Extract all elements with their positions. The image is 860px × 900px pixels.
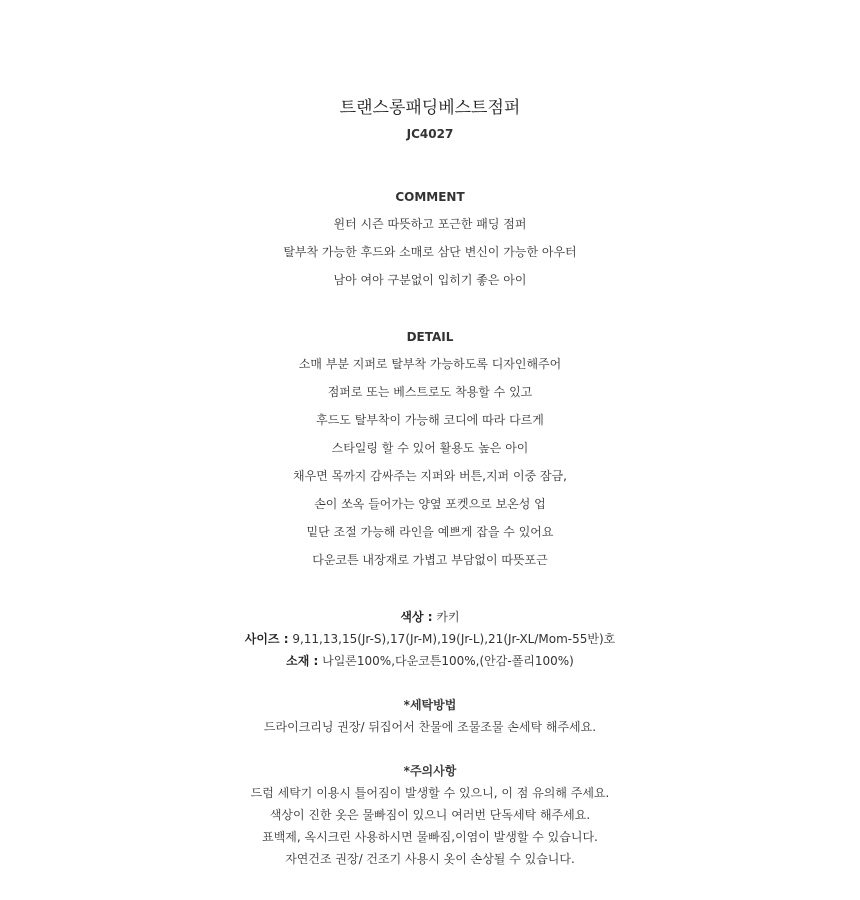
comment-heading: COMMENT (395, 190, 465, 204)
detail-line: 밑단 조절 가능해 라인을 예쁘게 잡을 수 있어요 (306, 525, 554, 539)
detail-line: 손이 쏘옥 들어가는 양옆 포켓으로 보온성 업 (314, 497, 546, 511)
caution-heading: *주의사항 (403, 764, 457, 778)
detail-line: 채우면 목까지 감싸주는 지퍼와 버튼,지퍼 이중 잠금, (293, 469, 567, 483)
comment-line: 남아 여아 구분없이 입히기 좋은 아이 (333, 273, 527, 287)
product-code: JC4027 (406, 127, 454, 141)
comment-line: 윈터 시즌 따뜻하고 포근한 패딩 점퍼 (333, 217, 527, 231)
detail-line: 점퍼로 또는 베스트로도 착용할 수 있고 (327, 385, 533, 399)
washing-heading: *세탁방법 (403, 698, 457, 712)
detail-line: 후드도 탈부착이 가능해 코디에 따라 다르게 (316, 413, 544, 427)
spec-material-label: 소재 : (286, 654, 319, 668)
spec-size-value: 9,11,13,15(Jr-S),17(Jr-M),19(Jr-L),21(Jr-XL/Mom-55반)호 (292, 632, 616, 646)
spec-size (0, 631, 860, 647)
spec-color-value: 카키 (436, 610, 460, 624)
product-title: 트랜스롱패딩베스트점퍼 (339, 98, 521, 118)
spec-material (0, 653, 860, 669)
caution-line: 표백제, 옥시크린 사용하시면 물빠짐,이염이 발생할 수 있습니다. (262, 830, 598, 844)
comment-line: 탈부착 가능한 후드와 소매로 삼단 변신이 가능한 아우터 (283, 245, 577, 259)
caution-line: 드럼 세탁기 이용시 틀어짐이 발생할 수 있으니, 이 점 유의해 주세요. (250, 786, 610, 800)
detail-line: 다운코튼 내장재로 가볍고 부담없이 따뜻포근 (312, 553, 548, 567)
spec-material-value: 나일론100%,다운코튼100%,(안감-폴리100%) (322, 654, 574, 668)
detail-line: 소매 부분 지퍼로 탈부착 가능하도록 디자인해주어 (298, 357, 562, 371)
detail-line: 스타일링 할 수 있어 활용도 높은 아이 (331, 441, 529, 455)
washing-line: 드라이크리닝 권장/ 뒤집어서 찬물에 조물조물 손세탁 해주세요. (263, 720, 597, 734)
spec-color (0, 609, 860, 625)
detail-heading: DETAIL (406, 330, 454, 344)
spec-color-label: 색상 : (400, 610, 433, 624)
caution-line: 색상이 진한 옷은 물빠짐이 있으니 여러번 단독세탁 해주세요. (269, 808, 591, 822)
spec-size-label: 사이즈 : (244, 632, 289, 646)
caution-line: 자연건조 권장/ 건조기 사용시 옷이 손상될 수 있습니다. (285, 852, 575, 866)
